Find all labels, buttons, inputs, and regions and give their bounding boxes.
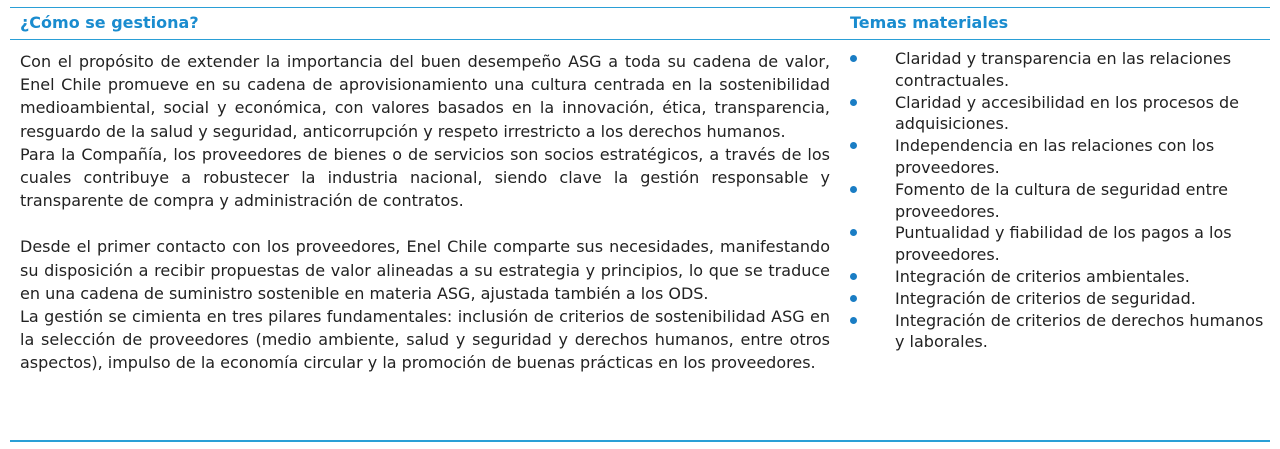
paragraph-gap [20,212,830,235]
section-title-how-managed: ¿Cómo se gestiona? [20,13,199,32]
bullet-icon [850,295,857,302]
header-rule [10,39,1270,40]
topic-label: Claridad y accesibilidad en los procesos de adquisiciones. [895,92,1240,134]
topic-label: Integración de criterios de derechos humanos y laborales. [895,310,1264,352]
list-item [848,288,1268,310]
list-item [848,179,1268,223]
list-item [848,310,1268,354]
bullet-icon [850,229,857,236]
topic-label: Puntualidad y fiabilidad de los pagos a los proveedores. [895,223,1232,265]
list-item [848,266,1268,288]
section-title-material-topics: Temas materiales [850,13,1009,32]
bullet-icon [850,186,857,193]
list-item [848,92,1268,136]
bullet-icon [850,142,857,149]
topic-label: Integración de criterios ambientales. [895,266,1190,286]
paragraph: Con el propósito de extender la importancia del buen desempeño ASG a toda su cadena de valor, Enel Chile promueve en su cadena de aprovisionamiento una cultura centrada en la sostenibilidad medioambiental, social y económica, con valores basados en la innovación, ética, transparencia, resguardo de la salud y seguridad, anticorrupción y respeto irrestricto a los derechos humanos. [20,52,830,141]
topic-label: Claridad y transparencia en las relaciones contractuales. [895,49,1232,90]
material-topics-list [848,48,1268,353]
bullet-icon [850,55,857,62]
list-item [848,135,1268,179]
paragraph: Para la Compañía, los proveedores de bienes o de servicios son socios estratégicos, a través de los cuales contribuye a robustecer la industria nacional, siendo clave la gestión responsable y transparente de compra y administración de contratos. [20,144,830,211]
management-description [20,50,830,375]
bullet-icon [850,273,857,280]
paragraph: La gestión se cimienta en tres pilares fundamentales: inclusión de criterios de sostenibilidad ASG en la selección de proveedores (medio ambiente, salud y seguridad y derechos humanos, entre otros aspectos), impulso de la economía circular y la promoción de buenas prácticas en los proveedores. [20,307,830,373]
bullet-icon [850,317,857,324]
top-rule [10,7,1270,8]
topic-label: Independencia en las relaciones con los proveedores. [895,136,1215,177]
list-item [848,48,1268,92]
topic-label: Fomento de la cultura de seguridad entre proveedores. [895,179,1228,221]
bottom-rule [10,440,1270,442]
bullet-icon [850,99,857,106]
paragraph: Desde el primer contacto con los proveedores, Enel Chile comparte sus necesidades, manifestando su disposición a recibir propuestas de valor alineadas a su estrategia y principios, lo que se traduce en una cadena de suministro sostenible en materia ASG, ajustada también a los ODS. [20,237,830,303]
list-item [848,222,1268,266]
topic-label: Integración de criterios de seguridad. [895,288,1196,308]
